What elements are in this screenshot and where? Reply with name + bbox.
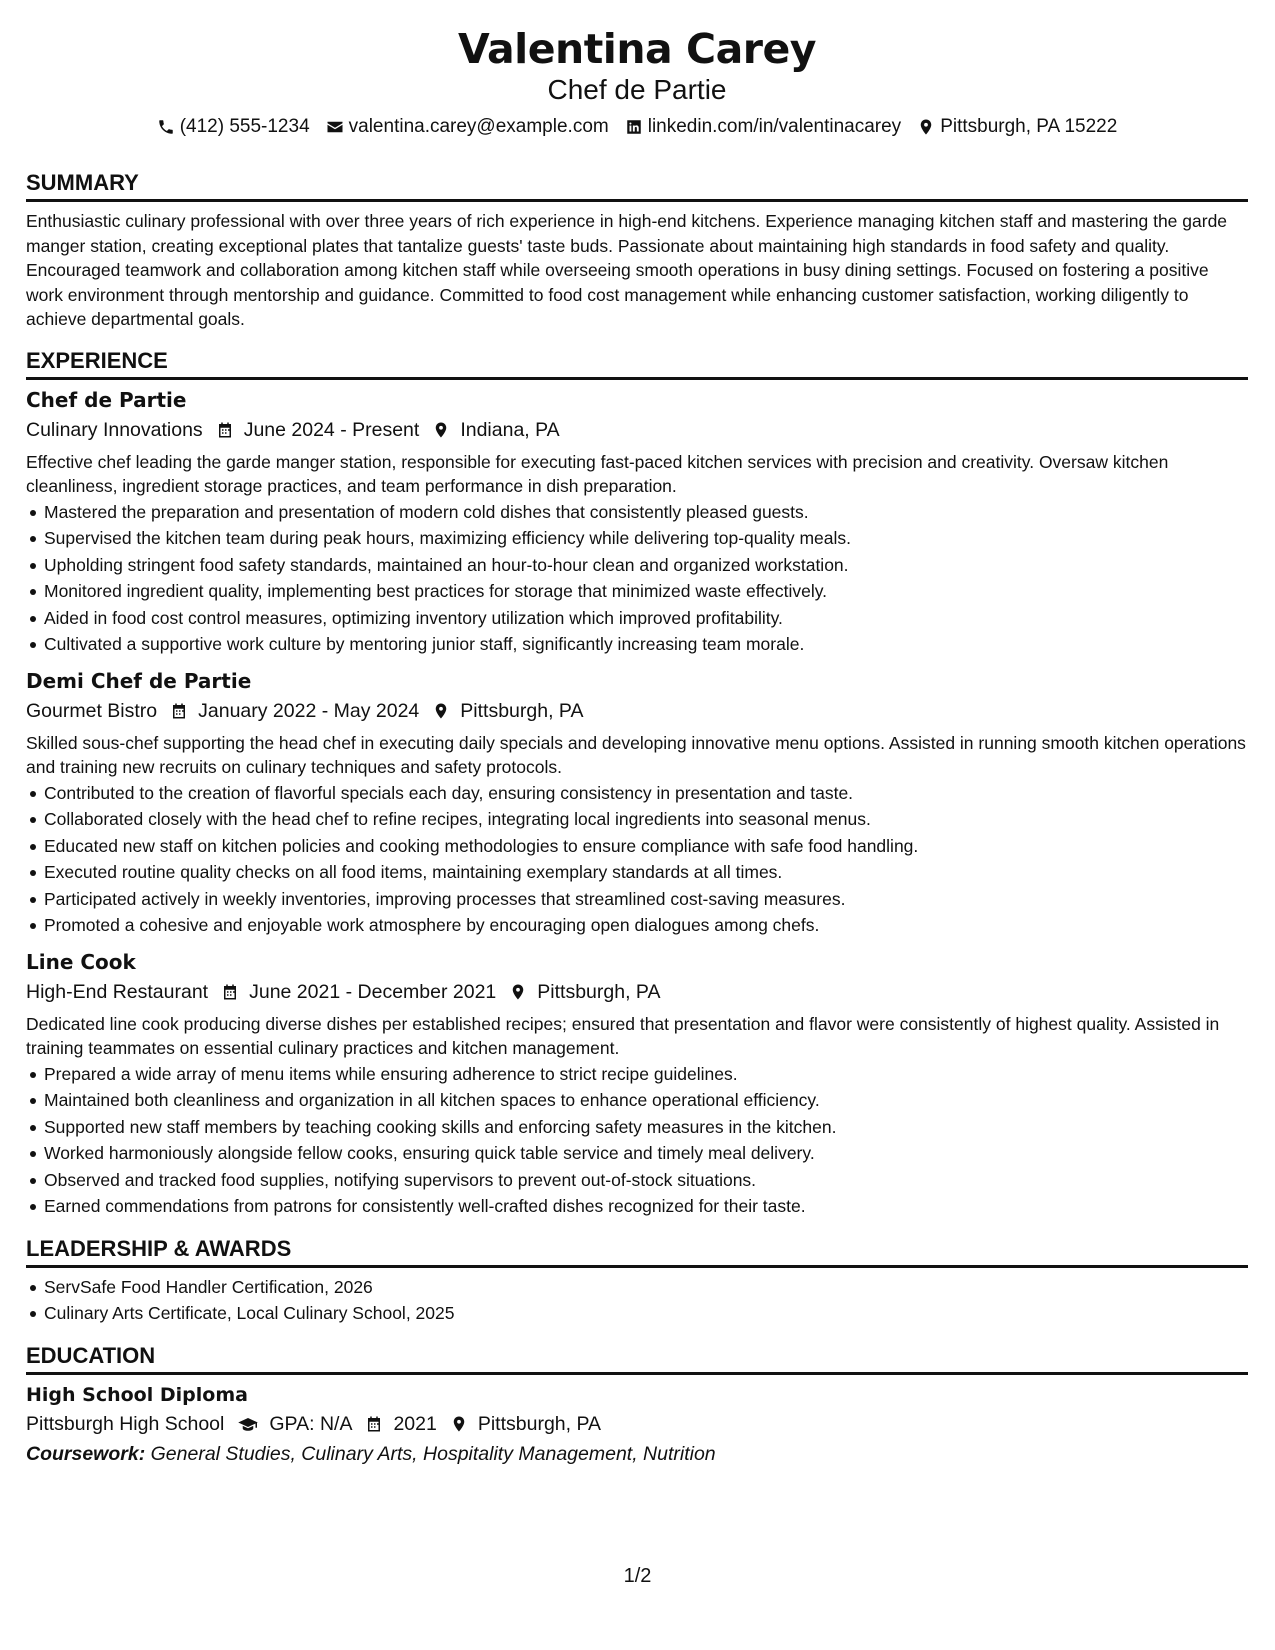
experience-heading: EXPERIENCE [26,346,1248,380]
calendar-icon [221,983,239,1001]
list-item: Prepared a wide array of menu items while ensuring adherence to strict recipe guidelines. [26,1061,1248,1088]
list-item: Worked harmoniously alongside fellow cooks, ensuring quick table service and timely meal delivery. [26,1140,1248,1167]
education-coursework [26,1439,1248,1469]
coursework-label: Coursework: [26,1442,146,1465]
list-item: Maintained both cleanliness and organization in all kitchen spaces to enhance operational efficiency. [26,1087,1248,1114]
job-dates: January 2022 - May 2024 [198,699,420,722]
contact-linkedin[interactable] [625,114,901,140]
calendar-icon [170,702,188,720]
list-item: Observed and tracked food supplies, notifying supervisors to prevent out-of-stock situations. [26,1167,1248,1194]
job-dates: June 2024 - Present [243,418,420,441]
phone-icon [157,118,175,136]
job-dates: June 2021 - December 2021 [249,980,497,1003]
coursework-text: General Studies, Culinary Arts, Hospitality Management, Nutrition [150,1442,716,1465]
list-item: Educated new staff on kitchen policies and cooking methodologies to ensure compliance with safe food handling. [26,833,1248,860]
list-item: Participated actively in weekly inventories, improving processes that streamlined cost-saving measures. [26,886,1248,913]
map-pin-icon [917,118,935,136]
job-entry [26,947,1248,1220]
list-item: Mastered the preparation and presentation of modern cold dishes that consistently pleased guests. [26,499,1248,526]
list-item: Aided in food cost control measures, optimizing inventory utilization which improved profitability. [26,605,1248,632]
list-item: Monitored ingredient quality, implementing best practices for storage that minimized waste effectively. [26,578,1248,605]
awards-list [26,1274,1248,1327]
job-description: Effective chef leading the garde manger station, responsible for executing fast-paced kitchen services with precision and creativity. Oversaw kitchen cleanliness, ingredient storage practices, and team performance in dish preparation. [26,451,1169,496]
list-item: ServSafe Food Handler Certification, 2026 [26,1274,1248,1301]
job-location: Pittsburgh, PA [537,980,661,1003]
map-pin-icon [509,983,527,1001]
list-item: Cultivated a supportive work culture by mentoring junior staff, significantly increasing team morale. [26,631,1248,658]
job-location: Pittsburgh, PA [460,699,584,722]
page-number: 1/2 [623,1565,652,1587]
list-item: Culinary Arts Certificate, Local Culinary School, 2025 [26,1300,1248,1327]
summary-heading: SUMMARY [26,168,1248,202]
map-pin-icon [432,421,450,439]
education-gpa: GPA: N/A [269,1412,353,1435]
job-location: Indiana, PA [460,418,560,441]
job-company: High-End Restaurant [26,980,209,1003]
job-description: Skilled sous-chef supporting the head chef in executing daily specials and developing innovative menu options. Assisted in running smooth kitchen operations and training new recruits on culinary techniques and safety protocols. [26,732,1246,777]
graduation-cap-icon [237,1415,259,1433]
job-bullets [26,780,1248,939]
experience-section [26,346,1248,1220]
list-item: Supported new staff members by teaching cooking skills and enforcing safety measures in the kitchen. [26,1114,1248,1141]
envelope-icon [326,118,344,136]
job-title: Line Cook [26,949,136,974]
candidate-name: Valentina Carey [458,25,816,73]
contact-location [917,114,1117,140]
list-item: Upholding stringent food safety standards, maintained an hour-to-hour clean and organized workstation. [26,552,1248,579]
job-bullets [26,499,1248,658]
candidate-title: Chef de Partie [547,74,727,105]
education-degree: High School Diploma [26,1383,248,1406]
job-company: Culinary Innovations [26,418,203,441]
list-item: Promoted a cohesive and enjoyable work atmosphere by encouraging open dialogues among chefs. [26,912,1248,939]
summary-section [26,168,1248,332]
job-description: Dedicated line cook producing diverse dishes per established recipes; ensured that presentation and flavor were consistently of highest quality. Assisted in training teammates on essential culinary practices and kitchen management. [26,1013,1220,1058]
contact-bar [26,114,1248,140]
education-year: 2021 [393,1412,437,1435]
education-heading: EDUCATION [26,1341,1248,1375]
job-bullets [26,1061,1248,1220]
education-location: Pittsburgh, PA [477,1412,602,1435]
education-meta [26,1409,1248,1439]
list-item: Executed routine quality checks on all food items, maintaining exemplary standards at all times. [26,859,1248,886]
list-item: Collaborated closely with the head chef to refine recipes, integrating local ingredients into seasonal menus. [26,806,1248,833]
job-title: Demi Chef de Partie [26,668,252,693]
education-school: Pittsburgh High School [26,1412,225,1435]
contact-email-text[interactable]: valentina.carey@example.com [348,116,609,137]
contact-phone [157,114,310,140]
job-meta [26,696,1248,726]
contact-phone-text: (412) 555-1234 [179,116,310,137]
job-company: Gourmet Bistro [26,699,158,722]
linkedin-icon [625,118,643,136]
job-title: Chef de Partie [26,387,187,412]
resume-page [26,0,1248,1650]
contact-email[interactable] [326,114,609,140]
list-item: Earned commendations from patrons for consistently well-crafted dishes recognized for their taste. [26,1193,1248,1220]
job-entry [26,385,1248,658]
contact-location-text: Pittsburgh, PA 15222 [940,116,1118,137]
list-item: Supervised the kitchen team during peak hours, maximizing efficiency while delivering top-quality meals. [26,525,1248,552]
calendar-icon [216,421,234,439]
summary-text: Enthusiastic culinary professional with over three years of rich experience in high-end kitchens. Experience managing kitchen staff and mastering the garde manger station, creating exceptional plates that tantalize guests' taste buds. Passionate about maintaining high standards in food safety and quality. Encouraged teamwork and collaboration among kitchen staff while overseeing smooth operations in busy dining settings. Focused on fostering a positive work environment through mentorship and guidance. Committed to food cost management while enhancing customer satisfaction, working diligently to achieve departmental goals. [26,211,1228,329]
calendar-icon [365,1415,383,1433]
awards-section [26,1234,1248,1327]
job-meta [26,415,1248,445]
map-pin-icon [450,1415,468,1433]
list-item: Contributed to the creation of flavorful specials each day, ensuring consistency in presentation and taste. [26,780,1248,807]
job-meta [26,977,1248,1007]
education-section [26,1341,1248,1469]
map-pin-icon [432,702,450,720]
job-entry [26,666,1248,939]
awards-heading: LEADERSHIP & AWARDS [26,1234,1248,1268]
contact-linkedin-text[interactable]: linkedin.com/in/valentinacarey [647,116,902,137]
